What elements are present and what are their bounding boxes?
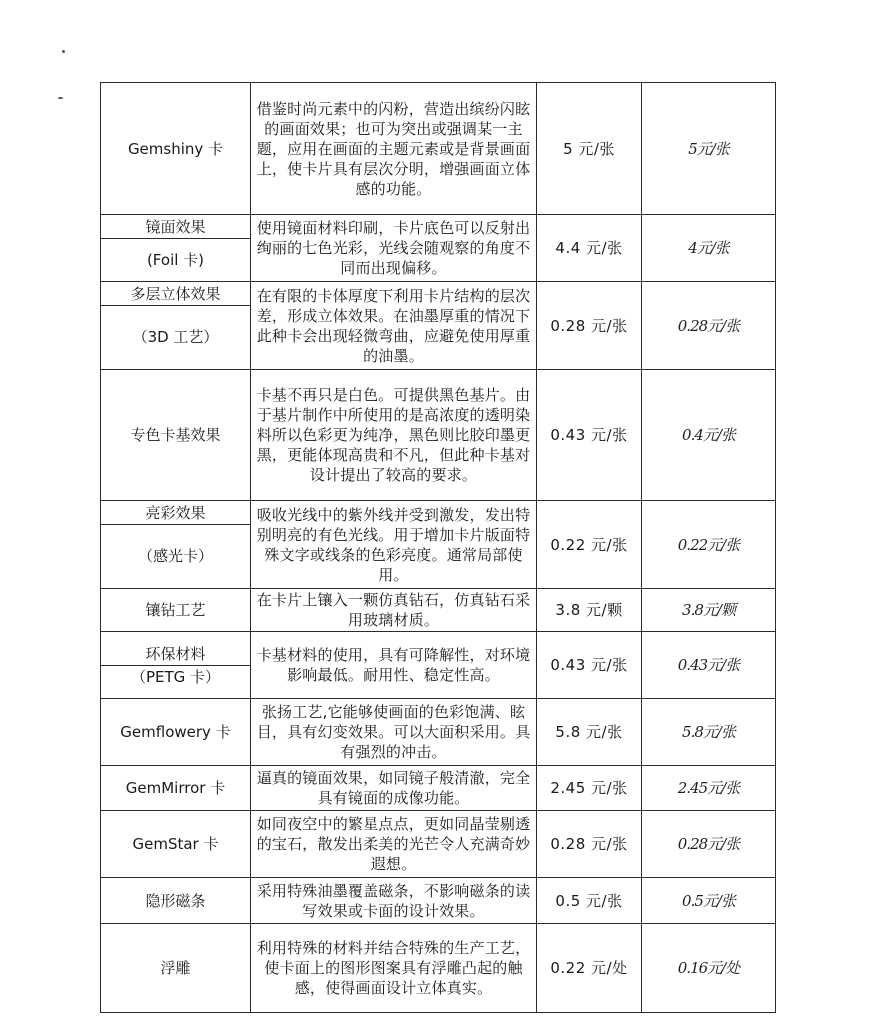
handwritten-price: 0.16元/处 xyxy=(642,924,776,1013)
scan-speck xyxy=(62,50,65,53)
process-name: 多层立体效果 xyxy=(130,285,221,303)
process-name: 亮彩效果 xyxy=(145,504,206,522)
process-name-cell xyxy=(101,215,251,282)
process-name: Gemflowery 卡 xyxy=(101,699,251,766)
unit-price: 0.22 元/处 xyxy=(537,924,642,1013)
scan-speck xyxy=(58,97,63,99)
process-name: 专色卡基效果 xyxy=(101,370,251,501)
process-description: 如同夜空中的繁星点点，更如同晶莹剔透的宝石，散发出柔美的光芒令人充满奇妙遐想。 xyxy=(251,811,537,878)
process-description: 采用特殊油墨覆盖磁条，不影响磁条的读写效果或卡面的设计效果。 xyxy=(251,878,537,924)
process-name-alt: （PETG 卡） xyxy=(130,667,221,686)
unit-price: 0.43 元/张 xyxy=(537,632,642,699)
table-row xyxy=(101,501,776,589)
table-row xyxy=(101,878,776,924)
table-row xyxy=(101,215,776,282)
table-row xyxy=(101,699,776,766)
process-name: GemMirror 卡 xyxy=(101,766,251,811)
table-row xyxy=(101,83,776,215)
process-description: 在有限的卡体厚度下利用卡片结构的层次差，形成立体效果。在油墨厚重的情况下此种卡会出现轻微弯曲，应避免使用厚重的油墨。 xyxy=(251,282,537,370)
process-description: 卡基不再只是白色。可提供黑色基片。由于基片制作中所使用的是高浓度的透明染料所以色彩更为纯净，黑色则比胶印墨更黑，更能体现高贵和不凡，但此种卡基对设计提出了较高的要求。 xyxy=(251,370,537,501)
process-name-alt: （3D 工艺） xyxy=(132,328,219,346)
handwritten-price: 0.28元/张 xyxy=(642,811,776,878)
handwritten-price: 5.8元/张 xyxy=(642,699,776,766)
handwritten-price: 3.8元/颗 xyxy=(642,589,776,632)
table-row xyxy=(101,589,776,632)
process-name: GemStar 卡 xyxy=(101,811,251,878)
table-row xyxy=(101,766,776,811)
unit-price: 3.8 元/颗 xyxy=(537,589,642,632)
process-name: 环保材料 xyxy=(145,644,206,663)
handwritten-price: 0.43元/张 xyxy=(642,632,776,699)
handwritten-price: 2.45元/张 xyxy=(642,766,776,811)
handwritten-price: 0.4元/张 xyxy=(642,370,776,501)
process-description: 逼真的镜面效果，如同镜子般清澈，完全具有镜面的成像功能。 xyxy=(251,766,537,811)
process-name-cell xyxy=(101,632,251,699)
unit-price: 0.28 元/张 xyxy=(537,811,642,878)
unit-price: 0.5 元/张 xyxy=(537,878,642,924)
handwritten-price: 0.5元/张 xyxy=(642,878,776,924)
handwritten-price: 0.22元/张 xyxy=(642,501,776,589)
table-row xyxy=(101,282,776,370)
unit-price: 2.45 元/张 xyxy=(537,766,642,811)
process-name: 镜面效果 xyxy=(145,217,206,236)
process-name: 镶钻工艺 xyxy=(101,589,251,632)
process-name: 隐形磁条 xyxy=(101,878,251,924)
process-name-cell xyxy=(101,501,251,589)
process-name-cell xyxy=(101,282,251,370)
process-description: 借鉴时尚元素中的闪粉，营造出缤纷闪眩的画面效果；也可为突出或强调某一主题，应用在画面的主题元素或是背景画面上，使卡片具有层次分明，增强画面立体感的功能。 xyxy=(251,83,537,215)
handwritten-price: 5元/张 xyxy=(642,83,776,215)
process-name-alt: （感光卡） xyxy=(137,547,213,565)
process-price-table xyxy=(100,82,776,1013)
unit-price: 5.8 元/张 xyxy=(537,699,642,766)
process-description: 吸收光线中的紫外线并受到激发，发出特别明亮的有色光线。用于增加卡片版面特殊文字或线条的色彩亮度。通常局部使用。 xyxy=(251,501,537,589)
table-row xyxy=(101,811,776,878)
unit-price: 4.4 元/张 xyxy=(537,215,642,282)
process-description: 张扬工艺,它能够使画面的色彩饱满、眩目，具有幻变效果。可以大面积采用。具有强烈的冲击。 xyxy=(251,699,537,766)
table-row xyxy=(101,632,776,699)
unit-price: 0.28 元/张 xyxy=(537,282,642,370)
unit-price: 0.43 元/张 xyxy=(537,370,642,501)
unit-price: 5 元/张 xyxy=(537,83,642,215)
process-description: 使用镜面材料印刷，卡片底色可以反射出绚丽的七色光彩，光线会随观察的角度不同而出现偏移。 xyxy=(251,215,537,282)
process-name: 浮雕 xyxy=(101,924,251,1013)
process-name-alt: (Foil 卡) xyxy=(146,250,205,269)
handwritten-price: 4元/张 xyxy=(642,215,776,282)
table-row xyxy=(101,370,776,501)
process-description: 卡基材料的使用，具有可降解性，对环境影响最低。耐用性、稳定性高。 xyxy=(251,632,537,699)
process-name: Gemshiny 卡 xyxy=(101,83,251,215)
process-description: 利用特殊的材料并结合特殊的生产工艺，使卡面上的图形图案具有浮雕凸起的触感，使得画面设计立体真实。 xyxy=(251,924,537,1013)
unit-price: 0.22 元/张 xyxy=(537,501,642,589)
handwritten-price: 0.28元/张 xyxy=(642,282,776,370)
table-row xyxy=(101,924,776,1013)
process-description: 在卡片上镶入一颗仿真钻石，仿真钻石采用玻璃材质。 xyxy=(251,589,537,632)
